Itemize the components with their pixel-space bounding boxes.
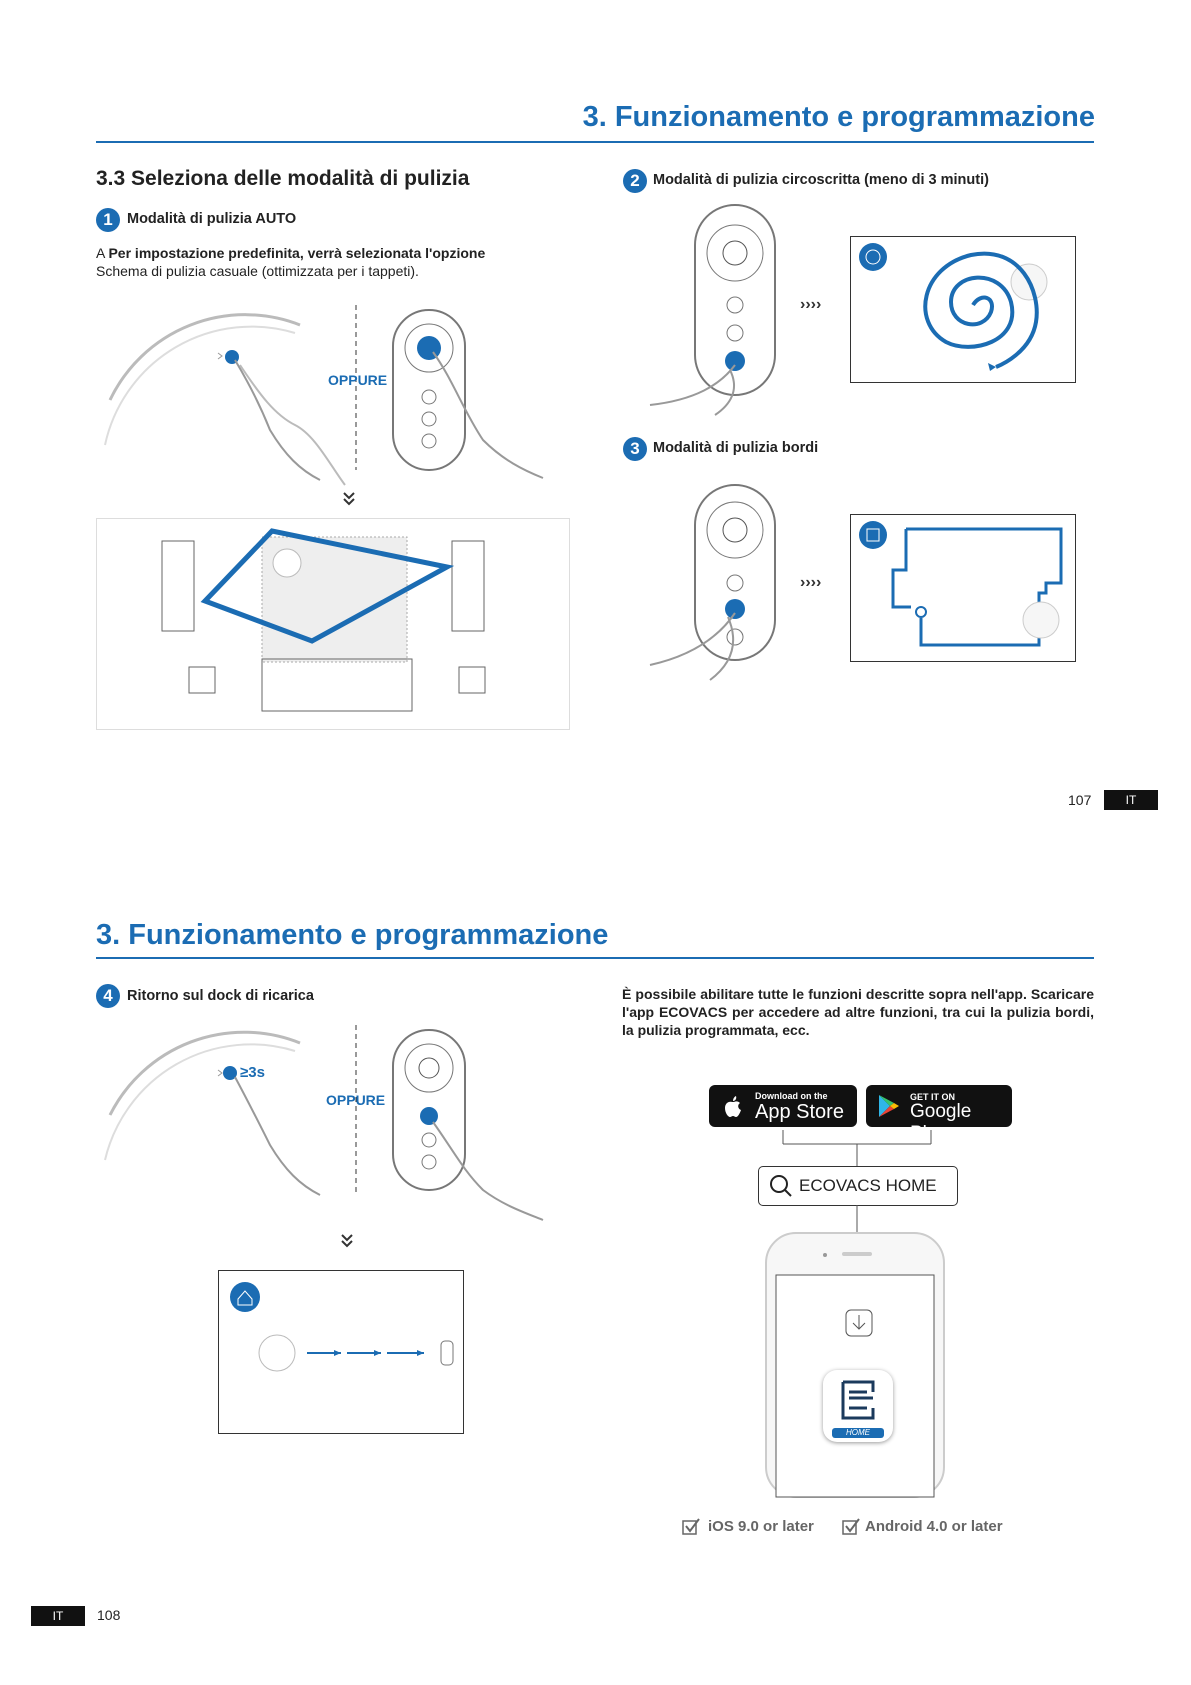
google-play-big-text: Google Play [910, 1101, 972, 1144]
auto-clean-room-diagram [96, 518, 570, 730]
step-badge-1: 1 [96, 208, 120, 232]
page-number-108: 108 [97, 1607, 121, 1623]
app-description: È possibile abilitare tutte le funzioni descritte sopra nell'app. Scaricare l'app ECOVACS per accedere ad altre funzioni, tra cui la pulizia bordi, la pulizia programmata, ecc. [622, 986, 1094, 1038]
arrows-right-2: ›››› [800, 574, 822, 591]
apple-icon [721, 1094, 743, 1118]
title-rule-2 [96, 957, 1094, 959]
remote-edge-illustration [640, 485, 790, 685]
app-store-badge[interactable] [709, 1085, 857, 1127]
return-dock-diagram [218, 1270, 464, 1434]
checkbox-icon-android [842, 1517, 860, 1535]
oppure-label-2: OPPURE [326, 1092, 386, 1108]
oppure-label: OPPURE [328, 372, 388, 388]
dock-icon [441, 1341, 453, 1365]
step-title-4: Ritorno sul dock di ricarica [127, 988, 314, 1004]
page-title-2: 3. Funzionamento e programmazione [96, 919, 609, 951]
android-requirement: Android 4.0 or later [865, 1518, 1003, 1535]
section-title: 3.3 Seleziona delle modalità di pulizia [96, 167, 470, 190]
language-tag-bottom: IT [31, 1606, 85, 1626]
app-store-big-text: App Store [755, 1101, 844, 1123]
edge-clean-icon [859, 521, 887, 549]
google-play-icon [876, 1093, 902, 1119]
checkbox-icon-ios [682, 1517, 700, 1535]
step-badge-4: 4 [96, 984, 120, 1008]
title-rule [96, 141, 1094, 143]
app-icon-label: HOME [832, 1428, 884, 1438]
robot-power-illustration [100, 305, 350, 505]
ecovacs-app-icon[interactable] [823, 1370, 893, 1442]
arrows-right: ›››› [800, 296, 822, 313]
app-search-box[interactable] [758, 1166, 958, 1206]
step-title-1: Modalità di pulizia AUTO [127, 211, 297, 227]
step-title-2: Modalità di pulizia circoscritta (meno di 3 minuti) [653, 172, 989, 188]
search-icon [769, 1174, 793, 1198]
search-label: ECOVACS HOME [799, 1176, 937, 1195]
language-tag-top: IT [1104, 790, 1158, 810]
spiral-path [925, 254, 1036, 367]
page-number-107: 107 [1068, 792, 1092, 808]
home-icon [230, 1282, 260, 1312]
spot-clean-icon [859, 243, 887, 271]
play-pause-icon [417, 336, 441, 360]
step-badge-3: 3 [623, 437, 647, 461]
page-title: 3. Funzionamento e programmazione [582, 101, 1095, 133]
spot-clean-diagram [850, 236, 1076, 383]
chevron-down-icon-2 [340, 1234, 354, 1248]
robot-hold-illustration [100, 1025, 350, 1215]
remote-spot-illustration [640, 205, 790, 415]
step-badge-2: 2 [623, 169, 647, 193]
step1-description: A Per impostazione predefinita, verrà selezionata l'opzione Schema di pulizia casuale (ottimizzata per i tappeti). [96, 245, 486, 279]
step-title-3: Modalità di pulizia bordi [653, 440, 819, 456]
hold-time-label: ≥3s [240, 1064, 265, 1081]
smartphone-illustration [760, 1227, 950, 1497]
sofa [262, 659, 412, 711]
remote-control-illustration [393, 310, 553, 480]
remote-home-illustration [393, 1030, 553, 1220]
app-store-small-text: Download on the [755, 1091, 828, 1101]
connector-lines [783, 1130, 933, 1166]
divider-line-2 [355, 1025, 357, 1195]
edge-clean-diagram [850, 514, 1076, 662]
ios-requirement: iOS 9.0 or later [708, 1518, 814, 1535]
google-play-badge[interactable] [866, 1085, 1012, 1144]
chevron-down-icon [342, 492, 356, 506]
google-play-small-text: GET IT ON [910, 1092, 955, 1102]
